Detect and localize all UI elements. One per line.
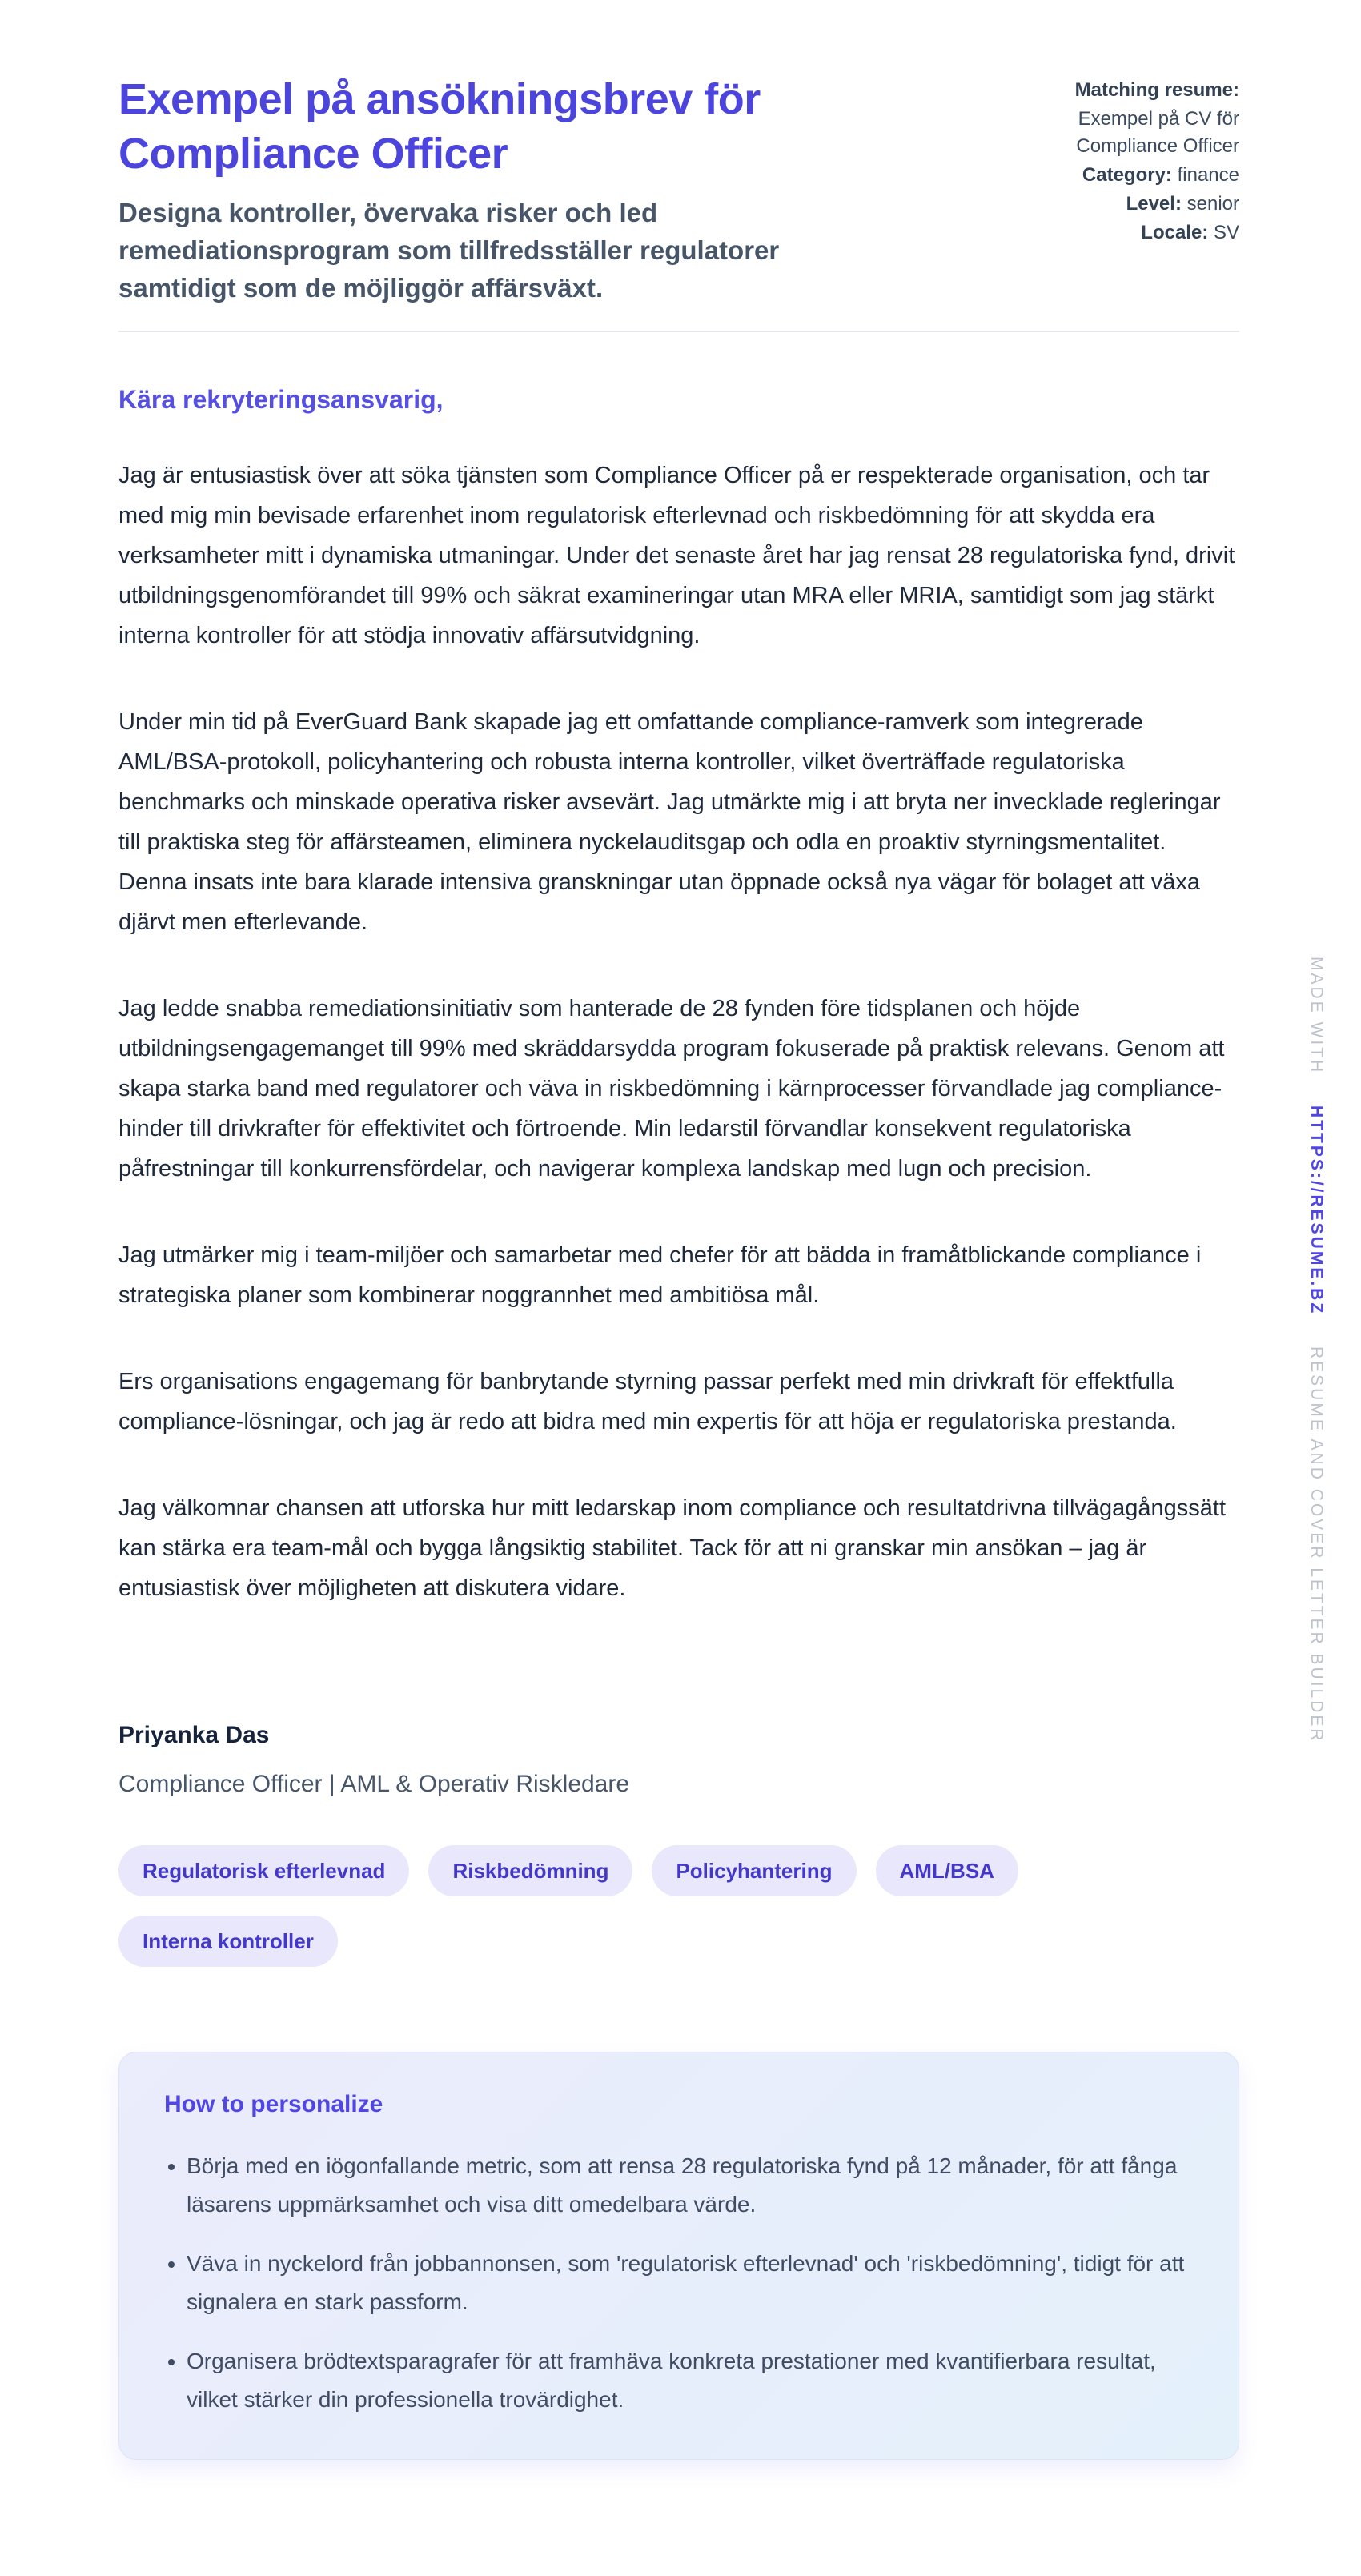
personalize-heading: How to personalize xyxy=(164,2091,383,2117)
meta-level-label: Level: xyxy=(1126,193,1182,215)
page-subtitle: Designa kontroller, övervaka risker och led remediationsprogram som tillfredsställer regulatorer samtidigt som de möjliggör affärsväxt. xyxy=(118,198,780,303)
personalize-tip: • Organisera brödtextsparagrafer för att framhäva konkreta prestationer med kvantifierbara resultat, vilket stärker din professionella trovärdighet. xyxy=(187,2342,1194,2419)
meta-category xyxy=(999,162,1239,189)
meta-locale-value: SV xyxy=(1213,222,1239,243)
personalize-box xyxy=(118,2052,1239,2460)
page-header xyxy=(118,72,1239,307)
meta-category-label: Category: xyxy=(1082,164,1172,186)
tag-chip[interactable]: AML/BSA xyxy=(876,1845,1018,1896)
made-with-watermark xyxy=(1307,957,1326,1743)
letter-paragraph: Jag utmärker mig i team-miljöer och samarbetar med chefer för att bädda in framåtblickande compliance i strategiska planer som kombinerar noggrannhet med ambitiösa mål. xyxy=(118,1242,1202,1308)
tag-chip[interactable]: Regulatorisk efterlevnad xyxy=(118,1845,409,1896)
matching-resume-link[interactable]: Exempel på CV för Compliance Officer xyxy=(1076,108,1239,157)
watermark-suffix: RESUME AND COVER LETTER BUILDER xyxy=(1307,1346,1326,1743)
letter-greeting: Kära rekryteringsansvarig, xyxy=(118,385,444,414)
header-divider xyxy=(118,331,1239,332)
signature-role: Compliance Officer | AML & Operativ Riskledare xyxy=(118,1771,630,1797)
header-titles xyxy=(118,72,967,307)
meta-locale-label: Locale: xyxy=(1141,222,1209,243)
letter-paragraph: Jag ledde snabba remediationsinitiativ som hanterade de 28 fynden före tidsplanen och höjde utbildningsengagemanget till 99% med skräddarsydda program fokuserade på praktisk relevans. Genom att skapa starka band med regulatorer och väva in riskbedömning i kärnprocesser förvandlade jag compliance-hinder till drivkrafter för effektivitet och förtroende. Min ledarstil förvandlar konsekvent regulatoriska påfrestningar till konkurrensfördelar, och navigerar komplexa landskap med lugn och precision. xyxy=(118,996,1225,1182)
meta-panel xyxy=(999,75,1239,247)
resume-bz-link[interactable]: HTTPS://RESUME.BZ xyxy=(1307,1105,1326,1316)
letter-paragraph: Jag välkomnar chansen att utforska hur mitt ledarskap inom compliance och resultatdrivna tillvägagångssätt kan stärka era team-mål och bygga långsiktig stabilitet. Tack för att ni granskar min ansökan – jag är entusiastisk över möjligheten att diskutera vidare. xyxy=(118,1495,1227,1601)
tag-chip[interactable]: Riskbedömning xyxy=(428,1845,632,1896)
meta-locale xyxy=(999,219,1239,247)
page-title: Exempel på ansökningsbrev för Compliance Officer xyxy=(118,75,761,178)
tag-chip[interactable]: Policyhantering xyxy=(652,1845,856,1896)
letter-body xyxy=(118,383,1239,1800)
meta-level-value: senior xyxy=(1186,193,1239,215)
watermark-prefix: MADE WITH xyxy=(1307,957,1326,1075)
personalize-tip: • Börja med en iögonfallande metric, som att rensa 28 regulatoriska fynd på 12 månader, för att fånga läsarens uppmärksamhet och visa ditt omedelbara värde. xyxy=(187,2147,1194,2224)
letter-paragraph: Under min tid på EverGuard Bank skapade jag ett omfattande compliance-ramverk som integrerade AML/BSA-protokoll, policyhantering och robusta interna kontroller, vilket överträffade regulatoriska benchmarks och minskade operativa risker avsevärt. Jag utmärkte mig i att bryta ner invecklade regleringar till praktiska steg för affärsteamen, eliminera nyckelauditsgap och odla en proaktiv styrningsmentalitet. Denna insats inte bara klarade intensiva granskningar utan öppnade också nya vägar för bolaget att växa djärvt men efterlevande. xyxy=(118,709,1221,935)
tag-chip[interactable]: Interna kontroller xyxy=(118,1916,338,1967)
personalize-tip-list xyxy=(151,2147,1194,2419)
matching-resume-label: Matching resume: xyxy=(1074,79,1239,101)
personalize-tip: • Väva in nyckelord från jobbannonsen, som 'regulatorisk efterlevnad' och 'riskbedömning', tidigt för att signalera en stark passform. xyxy=(187,2245,1194,2321)
meta-level xyxy=(999,191,1239,218)
skill-tags xyxy=(118,1845,1239,1967)
letter-paragraph: Ers organisations engagemang för banbrytande styrning passar perfekt med min drivkraft för effektfulla compliance-lösningar, och jag är redo att bidra med min expertis för att höja er regulatoriska prestanda. xyxy=(118,1369,1177,1434)
letter-paragraph: Jag är entusiastisk över att söka tjänsten som Compliance Officer på er respekterade organisation, och tar med mig min bevisade erfarenhet inom regulatorisk efterlevnad och riskbedömning för att skydda era verksamheter mitt i dynamiska utmaningar. Under det senaste året har jag rensat 28 regulatoriska fynd, drivit utbildningsgenomförandet till 99% och säkrat examineringar utan MRA eller MRIA, samtidigt som jag stärkt interna kontroller för att stödja innovativ affärsutvidgning. xyxy=(118,463,1235,648)
signature-name: Priyanka Das xyxy=(118,1722,270,1748)
meta-category-value: finance xyxy=(1177,164,1239,186)
